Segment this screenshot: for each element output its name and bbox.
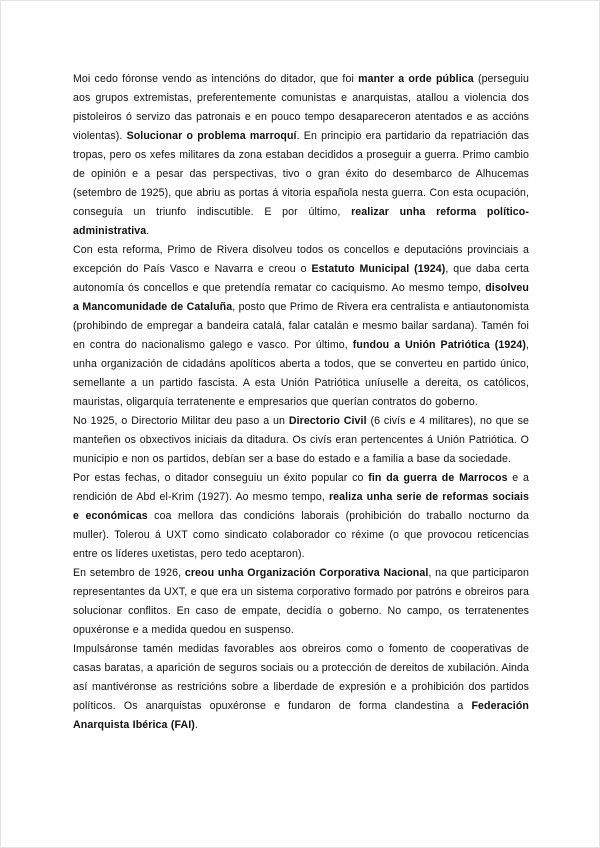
bold-text-segment: realiza unha serie de reformas sociais e económicas xyxy=(73,491,530,522)
text-segment: Impulsáronse tamén medidas favorables aos obreiros como o fomento de cooperativas de casas baratas, a aparición de seguros sociais ou a protección de dereitos de xubilación. Ainda así mantivéronse as restricións sobre a liberdade de expresión e a prohibición dos partidos políticos. Os anarquistas opuxéronse e fundaron de forma clandestina a xyxy=(73,643,529,712)
text-segment: (6 civís e 4 militares), no que se manteñen os obxectivos iniciais da ditadura. Os civís eran pertencentes á Unión Patriótica. O municipio e non os partidos, debían ser a base do estado e a familia a base da sociedade. xyxy=(73,415,529,465)
bold-text-segment: disolveu a Mancomunidade de Cataluña xyxy=(73,282,529,313)
bold-text-segment: fundou a Unión Patriótica (1924) xyxy=(352,339,526,351)
text-segment: , posto que Primo de Rivera era centralista e antiautonomista (prohibindo de empregar a bandeira catalá, falar catalán e mesmo bailar sardana). Tamén foi en contra do nacionalismo galego e vasco. Por último, xyxy=(73,301,529,351)
bold-text-segment: Estatuto Municipal (1924) xyxy=(311,263,446,275)
paragraph xyxy=(73,564,529,640)
text-segment: , na que participaron representantes da UXT, e que era un sistema corporativo formado por patróns e obreiros para solucionar conflitos. En caso de empate, decidía o goberno. No campo, os terratenentes opuxéronse e a medida quedou en suspenso. xyxy=(73,567,529,636)
bold-text-segment: realizar unha reforma político-administrativa xyxy=(73,206,529,237)
text-segment: Con esta reforma, Primo de Rivera disolveu todos os concellos e deputacións provinciais a excepción do País Vasco e Navarra e creou o xyxy=(73,244,529,275)
text-segment: , unha organización de cidadáns apolíticos aberta a todos, que se converteu en partido único, semellante a un partido fascista. A esta Unión Patriótica uníuselle a dereita, os católicos, mauristas, oligarquía terratenente e empresarios que querían contratos do goberno. xyxy=(73,339,530,408)
text-segment: . xyxy=(194,719,198,731)
text-segment: Por estas fechas, o ditador conseguiu un éxito popular co xyxy=(73,472,369,484)
text-segment: No 1925, o Directorio Militar deu paso a un xyxy=(73,415,289,427)
paragraph xyxy=(73,412,529,469)
text-segment: , que daba certa autonomía ós concellos e que pretendía rematar co caciquismo. Ao mesmo tempo, xyxy=(73,263,529,294)
bold-text-segment: manter a orde pública xyxy=(358,73,474,85)
text-segment: Moi cedo fóronse vendo as intencións do ditador, que foi xyxy=(73,73,359,85)
text-segment: coa mellora das condicións laborais (prohibición do traballo nocturno da muller). Tolerou á UXT como sindicato colaborador co réxime (o que provocou reticencias entre os líderes uxetistas, pero tedo aceptaron). xyxy=(73,510,529,560)
text-segment: e a rendición de Abd el-Krim (1927). Ao mesmo tempo, xyxy=(73,472,529,503)
bold-text-segment: Federación Anarquista Ibérica (FAI) xyxy=(73,700,529,731)
text-segment: . xyxy=(146,225,150,237)
paragraph xyxy=(73,241,529,412)
bold-text-segment: Solucionar o problema marroquí xyxy=(126,130,297,142)
text-segment: . En principio era partidario da repatriación das tropas, pero os xefes militares da zona estaban decididos a proseguir a guerra. Primo cambio de opinión e a pesar das perspectivas, tivo o gran éxito do desembarco de Alhucemas (setembro de 1925), que abriu as portas á vitoria española nesta guerra. Con esta ocupación, conseguía un triunfo indiscutible. E por último, xyxy=(73,130,529,218)
bold-text-segment: creou unha Organización Corporativa Nacional xyxy=(184,567,429,579)
text-segment: (perseguiu aos grupos extremistas, preferentemente comunistas e anarquistas, atallou a violencia dos pistoleiros ó servizo das patronais e en pouco tempo desapareceron atentados e as accións violentas). xyxy=(73,73,529,142)
paragraph xyxy=(73,640,529,735)
document-body xyxy=(73,70,529,735)
bold-text-segment: fin da guerra de Marrocos xyxy=(368,472,508,484)
text-segment: En setembro de 1926, xyxy=(73,567,185,579)
paragraph xyxy=(73,469,529,564)
paragraph xyxy=(73,70,529,241)
bold-text-segment: Directorio Civil xyxy=(288,415,367,427)
